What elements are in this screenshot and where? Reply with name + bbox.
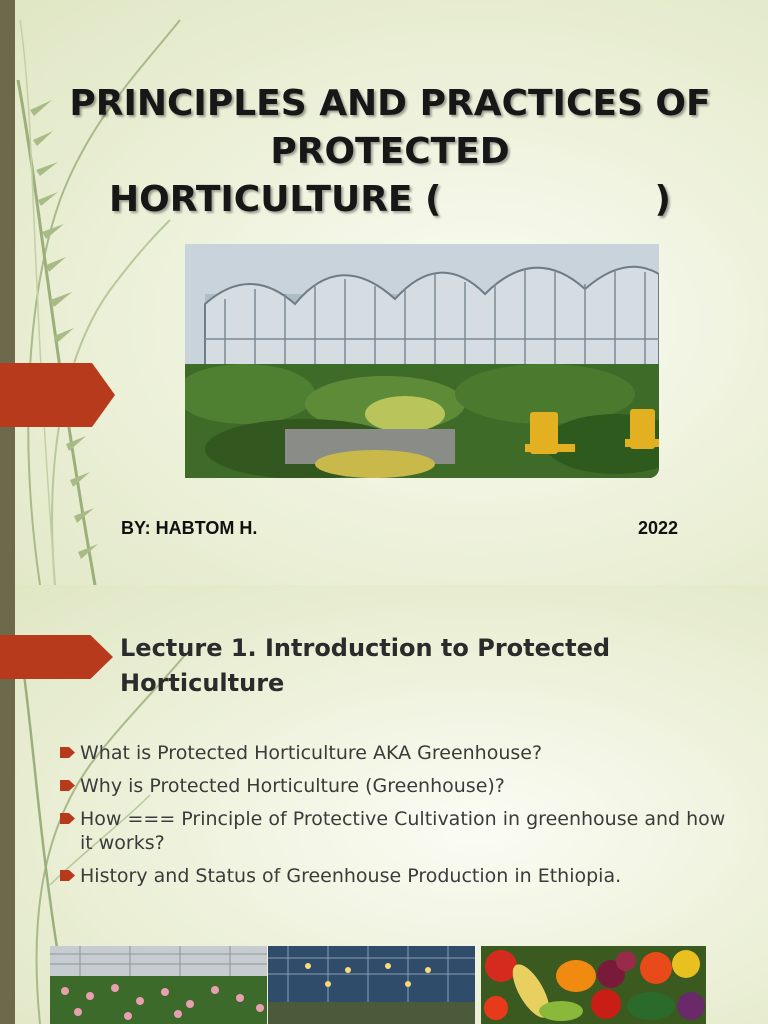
list-item xyxy=(58,864,738,888)
greenhouse-photo xyxy=(185,244,659,478)
title-line: HORTICULTURE ( ) xyxy=(108,179,672,220)
bullet-text: Why is Protected Horticulture (Greenhouse)? xyxy=(80,775,505,797)
presentation-title xyxy=(30,80,750,224)
bullet-text: History and Status of Greenhouse Production in Ethiopia. xyxy=(80,865,622,887)
bullet-text: What is Protected Horticulture AKA Greenhouse? xyxy=(80,742,543,764)
lecture-slide xyxy=(0,585,768,1024)
presentation-year: 2022 xyxy=(638,518,679,538)
list-item xyxy=(58,741,738,765)
title-line: PROTECTED xyxy=(270,131,510,172)
arrow-bullet-icon xyxy=(60,870,75,881)
arrow-bullet-icon xyxy=(60,813,75,824)
author-name: BY: HABTOM H. xyxy=(121,518,258,538)
list-item xyxy=(58,774,738,798)
flower-greenhouse-photo xyxy=(50,946,267,1024)
lit-greenhouse-photo xyxy=(268,946,475,1024)
arrow-bullet-icon xyxy=(60,747,75,758)
vegetables-photo xyxy=(481,946,706,1024)
title-line: PRINCIPLES AND PRACTICES OF xyxy=(69,83,711,124)
arrow-bullet-icon xyxy=(60,780,75,791)
bullet-list xyxy=(58,741,738,897)
lecture-title: Lecture 1. Introduction to Protected Horticulture xyxy=(120,634,611,697)
arrow-tab-marker xyxy=(0,363,115,427)
list-item xyxy=(58,807,738,855)
bullet-text: How === Principle of Protective Cultivation in greenhouse and how it works? xyxy=(80,808,726,854)
arrow-tab-marker xyxy=(0,635,113,679)
